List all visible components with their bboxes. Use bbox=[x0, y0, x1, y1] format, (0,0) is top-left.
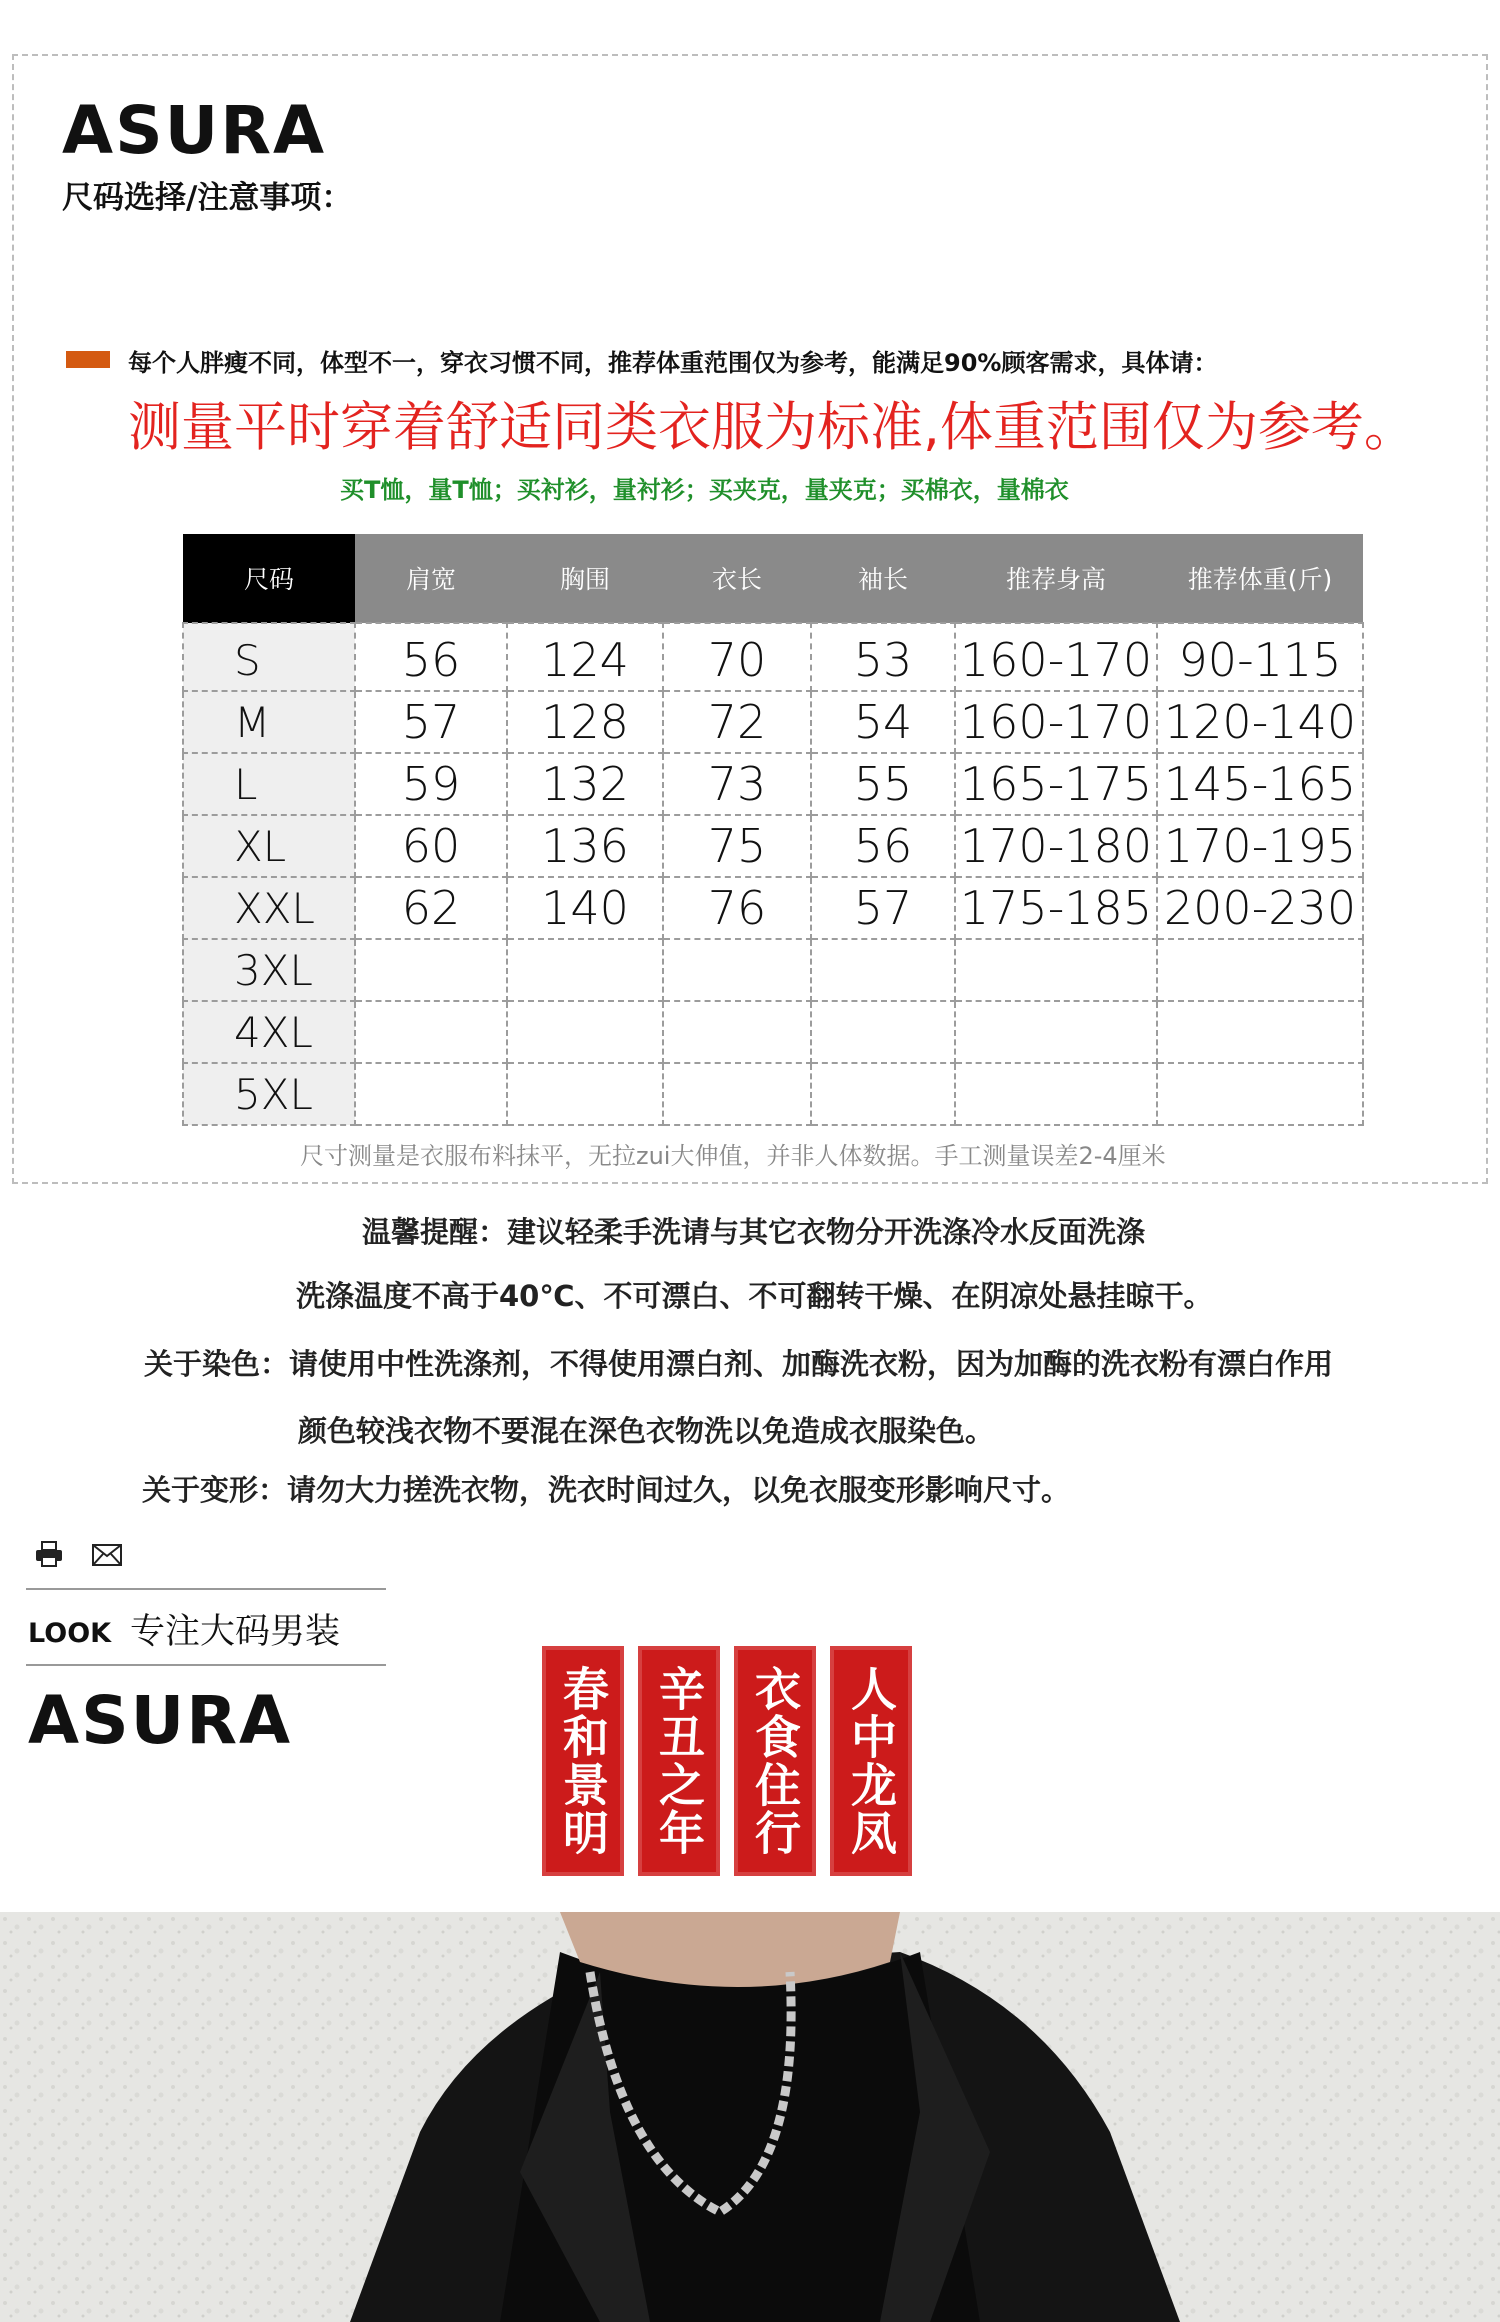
table-cell bbox=[811, 1001, 955, 1063]
red-card-4: 人中龙凤 bbox=[830, 1646, 912, 1876]
red-card-1: 春和景明 bbox=[542, 1646, 624, 1876]
header-weight: 推荐体重(斤) bbox=[1157, 534, 1363, 623]
table-row bbox=[183, 1063, 1363, 1125]
header-height: 推荐身高 bbox=[955, 534, 1157, 623]
table-cell bbox=[507, 1001, 663, 1063]
care-tip-1: 温馨提醒：建议轻柔手洗请与其它衣物分开洗涤冷水反面洗涤 bbox=[362, 1215, 1146, 1249]
table-cell bbox=[1157, 1001, 1363, 1063]
header-sleeve: 袖长 bbox=[811, 534, 955, 623]
brand-logo-top: ASURA bbox=[62, 92, 327, 169]
table-row bbox=[183, 753, 1363, 815]
table-cell bbox=[811, 939, 955, 1001]
table-cell: 4XL bbox=[183, 1001, 355, 1063]
table-cell: 175-185 bbox=[955, 877, 1157, 939]
table-cell: 132 bbox=[507, 753, 663, 815]
brand-slogan: 专注大码男装 bbox=[130, 1612, 341, 1652]
table-cell bbox=[955, 1001, 1157, 1063]
table-cell bbox=[355, 1063, 507, 1125]
table-cell: 55 bbox=[811, 753, 955, 815]
table-row bbox=[183, 939, 1363, 1001]
print-icon[interactable] bbox=[34, 1540, 64, 1568]
table-row bbox=[183, 1001, 1363, 1063]
table-cell: 200-230 bbox=[1157, 877, 1363, 939]
table-cell: 170-195 bbox=[1157, 815, 1363, 877]
measure-examples: 买T恤，量T恤；买衬衫，量衬衫；买夹克，量夹克；买棉衣，量棉衣 bbox=[340, 476, 1069, 504]
table-row bbox=[183, 815, 1363, 877]
table-cell: 62 bbox=[355, 877, 507, 939]
table-cell: XL bbox=[183, 815, 355, 877]
table-cell: 59 bbox=[355, 753, 507, 815]
care-tip-2: 洗涤温度不高于40℃、不可漂白、不可翻转干燥、在阴凉处悬挂晾干。 bbox=[296, 1279, 1213, 1313]
notice-title: 尺码选择/注意事项： bbox=[62, 180, 353, 216]
red-card-3: 衣食住行 bbox=[734, 1646, 816, 1876]
table-row bbox=[183, 877, 1363, 939]
table-cell: 53 bbox=[811, 623, 955, 691]
table-cell bbox=[955, 1063, 1157, 1125]
table-cell: 54 bbox=[811, 691, 955, 753]
table-cell: 160-170 bbox=[955, 623, 1157, 691]
table-cell: 5XL bbox=[183, 1063, 355, 1125]
orange-marker bbox=[66, 351, 110, 368]
table-cell: 140 bbox=[507, 877, 663, 939]
table-cell: XXL bbox=[183, 877, 355, 939]
table-cell bbox=[663, 1063, 811, 1125]
table-cell: 145-165 bbox=[1157, 753, 1363, 815]
table-cell bbox=[1157, 939, 1363, 1001]
table-cell: S bbox=[183, 623, 355, 691]
table-cell bbox=[1157, 1063, 1363, 1125]
table-cell: 76 bbox=[663, 877, 811, 939]
table-cell: 136 bbox=[507, 815, 663, 877]
red-card-2: 辛丑之年 bbox=[638, 1646, 720, 1876]
table-cell bbox=[355, 1001, 507, 1063]
care-tip-4: 颜色较浅衣物不要混在深色衣物洗以免造成衣服染色。 bbox=[298, 1414, 995, 1448]
table-cell bbox=[663, 1001, 811, 1063]
table-cell bbox=[955, 939, 1157, 1001]
table-cell: 128 bbox=[507, 691, 663, 753]
header-length: 衣长 bbox=[663, 534, 811, 623]
table-cell: 124 bbox=[507, 623, 663, 691]
divider-line bbox=[26, 1588, 386, 1590]
model-illustration bbox=[0, 1912, 1500, 2322]
table-row bbox=[183, 691, 1363, 753]
table-row bbox=[183, 623, 1363, 691]
table-cell: 60 bbox=[355, 815, 507, 877]
header-shoulder: 肩宽 bbox=[355, 534, 507, 623]
table-cell bbox=[663, 939, 811, 1001]
table-cell: 57 bbox=[811, 877, 955, 939]
divider-line bbox=[26, 1664, 386, 1666]
care-tip-3: 关于染色：请使用中性洗涤剂，不得使用漂白剂、加酶洗衣粉，因为加酶的洗衣粉有漂白作用 bbox=[144, 1347, 1334, 1381]
table-cell: 160-170 bbox=[955, 691, 1157, 753]
table-cell bbox=[507, 939, 663, 1001]
table-cell bbox=[811, 1063, 955, 1125]
table-cell bbox=[507, 1063, 663, 1125]
intro-text: 每个人胖瘦不同，体型不一，穿衣习惯不同，推荐体重范围仅为参考，能满足90%顾客需求，具体请： bbox=[128, 349, 1218, 377]
header-chest: 胸围 bbox=[507, 534, 663, 623]
measure-instruction: 测量平时穿着舒适同类衣服为标准,体重范围仅为参考。 bbox=[128, 397, 1417, 458]
table-cell: 73 bbox=[663, 753, 811, 815]
size-table bbox=[182, 534, 1364, 1126]
table-cell: 72 bbox=[663, 691, 811, 753]
table-cell: 3XL bbox=[183, 939, 355, 1001]
brand-logo-bottom: ASURA bbox=[28, 1682, 293, 1759]
table-header-row bbox=[183, 534, 1363, 623]
table-cell: 70 bbox=[663, 623, 811, 691]
table-footnote: 尺寸测量是衣服布料抹平，无拉zui大伸值，并非人体数据。手工测量误差2-4厘米 bbox=[300, 1142, 1166, 1170]
table-cell: 120-140 bbox=[1157, 691, 1363, 753]
table-cell: 165-175 bbox=[955, 753, 1157, 815]
care-tip-5: 关于变形：请勿大力搓洗衣物，洗衣时间过久，以免衣服变形影响尺寸。 bbox=[142, 1473, 1071, 1507]
table-cell: 75 bbox=[663, 815, 811, 877]
table-cell: 56 bbox=[355, 623, 507, 691]
mail-icon[interactable] bbox=[92, 1544, 122, 1566]
table-cell: 170-180 bbox=[955, 815, 1157, 877]
table-cell: L bbox=[183, 753, 355, 815]
model-photo bbox=[0, 1912, 1500, 2322]
table-cell bbox=[355, 939, 507, 1001]
table-cell: 56 bbox=[811, 815, 955, 877]
header-size: 尺码 bbox=[183, 534, 355, 623]
look-label: LOOK bbox=[28, 1618, 112, 1649]
table-cell: M bbox=[183, 691, 355, 753]
table-cell: 90-115 bbox=[1157, 623, 1363, 691]
table-cell: 57 bbox=[355, 691, 507, 753]
